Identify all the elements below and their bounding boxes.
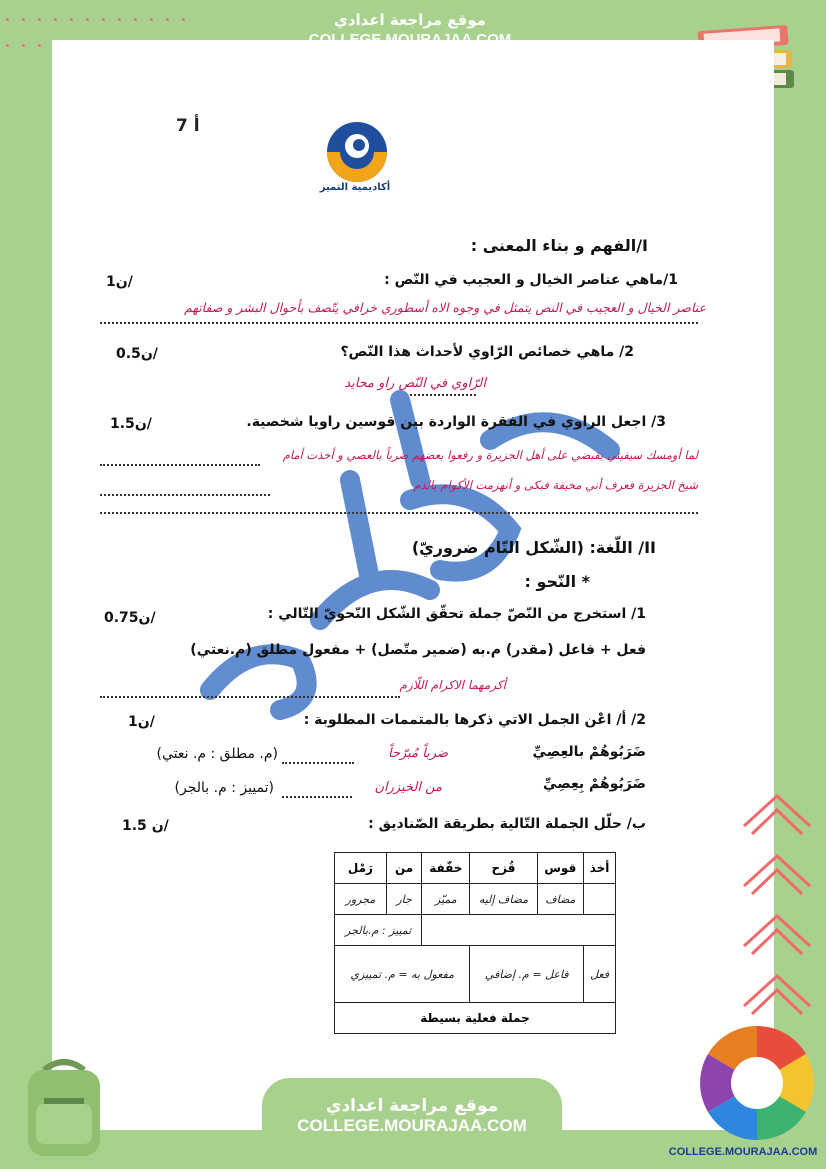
backpack-icon bbox=[14, 1052, 114, 1160]
parse-cell: جار bbox=[386, 884, 422, 915]
q3-points: 1.5ن/ bbox=[110, 416, 152, 432]
decorative-dot bbox=[86, 18, 89, 21]
nahw-q2a-points: 1ن/ bbox=[128, 714, 155, 730]
section2-heading: II/ اللّغة: (الشّكل التّام ضروريّ) bbox=[411, 538, 656, 557]
q1-text: 1/ماهي عناصر الخيال و العجيب في النّص : bbox=[384, 272, 678, 288]
decorative-dot bbox=[22, 18, 25, 21]
page-number: 7 أ bbox=[176, 116, 200, 136]
parse-table-footer: جملة فعلية بسيطة bbox=[335, 1003, 616, 1034]
parse-cell: مميّز bbox=[422, 884, 470, 915]
parse-cell: مجرور bbox=[335, 884, 387, 915]
parse-table-row bbox=[335, 946, 616, 1003]
decorative-dot bbox=[54, 18, 57, 21]
answer-line bbox=[100, 494, 270, 496]
parse-cell: قُزح bbox=[470, 853, 537, 884]
answer-line bbox=[100, 322, 698, 324]
q3-answer-line2: شيخ الجزيرة فعرف أني مخيفة فبكى و أنهزمت الأكوام بالذم bbox=[413, 478, 698, 492]
parse-cell: من bbox=[386, 853, 422, 884]
answer-line bbox=[100, 696, 400, 698]
parse-cell: فعل bbox=[584, 946, 616, 1003]
decorative-dot bbox=[70, 18, 73, 21]
decorative-dot bbox=[38, 44, 41, 47]
answer-line bbox=[100, 464, 260, 466]
site-name-top: موقع مراجعة اعدادي bbox=[334, 11, 486, 29]
academy-logo-caption: أكاديمية التميز bbox=[319, 182, 391, 193]
answer-line bbox=[282, 796, 352, 798]
section1-heading: I/الفهم و بناء المعنى : bbox=[470, 236, 648, 255]
decorative-dot bbox=[22, 44, 25, 47]
decorative-dot bbox=[102, 18, 105, 21]
q3-text: 3/ اجعل الراوي في الفقرة الواردة بين قوسين راويا شخصية. bbox=[246, 414, 666, 430]
q2-text: 2/ ماهي خصائص الرّاوي لأحداث هذا النّص؟ bbox=[340, 344, 634, 360]
site-url-bottom[interactable]: COLLEGE.MOURAJAA.COM bbox=[297, 1116, 527, 1135]
decorative-dot bbox=[166, 18, 169, 21]
parse-table bbox=[334, 852, 616, 1034]
decorative-dot bbox=[6, 44, 9, 47]
chevron-up-icons bbox=[738, 792, 816, 1032]
parse-cell: خفّفة bbox=[422, 853, 470, 884]
site-banner-bottom bbox=[262, 1078, 562, 1169]
parse-cell: قوس bbox=[537, 853, 584, 884]
decorative-dot bbox=[182, 18, 185, 21]
nahw-q2a-line2-text: ضَرَبُوهُمْ بِعِصِيِّ bbox=[543, 776, 646, 792]
decorative-dot bbox=[38, 18, 41, 21]
nahw-q2b-text: ب/ حلّل الجملة التّالية بطريقة الصّناديق : bbox=[368, 816, 646, 832]
answer-line bbox=[282, 762, 354, 764]
nahw-q2a-line2-hint: (تمييز : م. بالجر) bbox=[174, 780, 274, 796]
parse-cell bbox=[584, 884, 616, 915]
wheel-site-url[interactable]: COLLEGE.MOURAJAA.COM bbox=[668, 1146, 818, 1158]
nahw-q2a-text: 2/ أ/ اعْن الجمل الاتي ذكرها بالمتممات المطلوبة : bbox=[303, 712, 646, 728]
nahw-q2a-line1-text: ضَرَبُوهُمْ بالعِصِيِّ bbox=[532, 744, 646, 760]
parse-cell: مفعول به = م. تمييزي bbox=[335, 946, 470, 1003]
parse-table-words-row bbox=[335, 853, 616, 884]
parse-cell: مضاف bbox=[537, 884, 584, 915]
answer-line bbox=[410, 394, 476, 396]
nahw-q1-formula: فعل + فاعل (مقدر) م.به (ضمير متّصل) + مفعول مطلق (م.نعتي) bbox=[190, 642, 646, 658]
nahw-q2b-points: 1.5 ن/ bbox=[122, 818, 169, 834]
parse-cell bbox=[422, 915, 616, 946]
parse-cell: تمييز : م.بالجر bbox=[335, 915, 422, 946]
parse-table-row bbox=[335, 884, 616, 915]
nahw-q2a-line1-hint: (م. مطلق : م. نعتي) bbox=[156, 746, 278, 762]
q2-answer: الرّاوي في النّص راو محايد bbox=[344, 376, 486, 391]
decorative-dot bbox=[6, 18, 9, 21]
parse-cell: فاعل = م. إضافي bbox=[470, 946, 584, 1003]
q1-points: 1ن/ bbox=[106, 274, 133, 290]
q3-answer-line1: لما أومسك سيفيتي بقبضي على أهل الجزيرة و رفعوا بعضهم ضرباً بالعصي و أخذت أمام bbox=[282, 448, 698, 462]
parse-cell: أخذ bbox=[584, 853, 616, 884]
parse-table-row bbox=[335, 915, 616, 946]
subjects-wheel-icon bbox=[698, 1024, 816, 1142]
nahw-q2a-line2-answer: من الخيزران bbox=[374, 780, 442, 795]
nahw-q1-answer: أكرمهما الاكرام اللّازم bbox=[399, 678, 506, 692]
q2-points: 0.5ن/ bbox=[116, 346, 158, 362]
q1-answer: عناصر الخيال و العجيب في النص يتمثل في وجوه الاه أسطوري خرافي يتّصف بأحوال البشر و صفاتهم bbox=[184, 300, 706, 315]
parse-cell: رَمْل bbox=[335, 853, 387, 884]
decorative-dot bbox=[150, 18, 153, 21]
parse-table-footer-row bbox=[335, 1003, 616, 1034]
academy-logo bbox=[314, 118, 400, 214]
nahw-q1-text: 1/ استخرج من النّصّ جملة تحقّق الشّكل النّحويّ التّالي : bbox=[267, 606, 646, 622]
answer-line bbox=[100, 512, 698, 514]
nahw-q2a-line1-answer: ضرباً مُبرّحاً bbox=[388, 746, 448, 761]
decorative-dot bbox=[134, 18, 137, 21]
site-name-bottom: موقع مراجعة اعدادي bbox=[325, 1096, 499, 1116]
decorative-dot bbox=[118, 18, 121, 21]
section2-subheading: * النّحو : bbox=[524, 572, 590, 591]
nahw-q1-points: 0.75ن/ bbox=[104, 610, 156, 626]
parse-cell: مضاف إليه bbox=[470, 884, 537, 915]
